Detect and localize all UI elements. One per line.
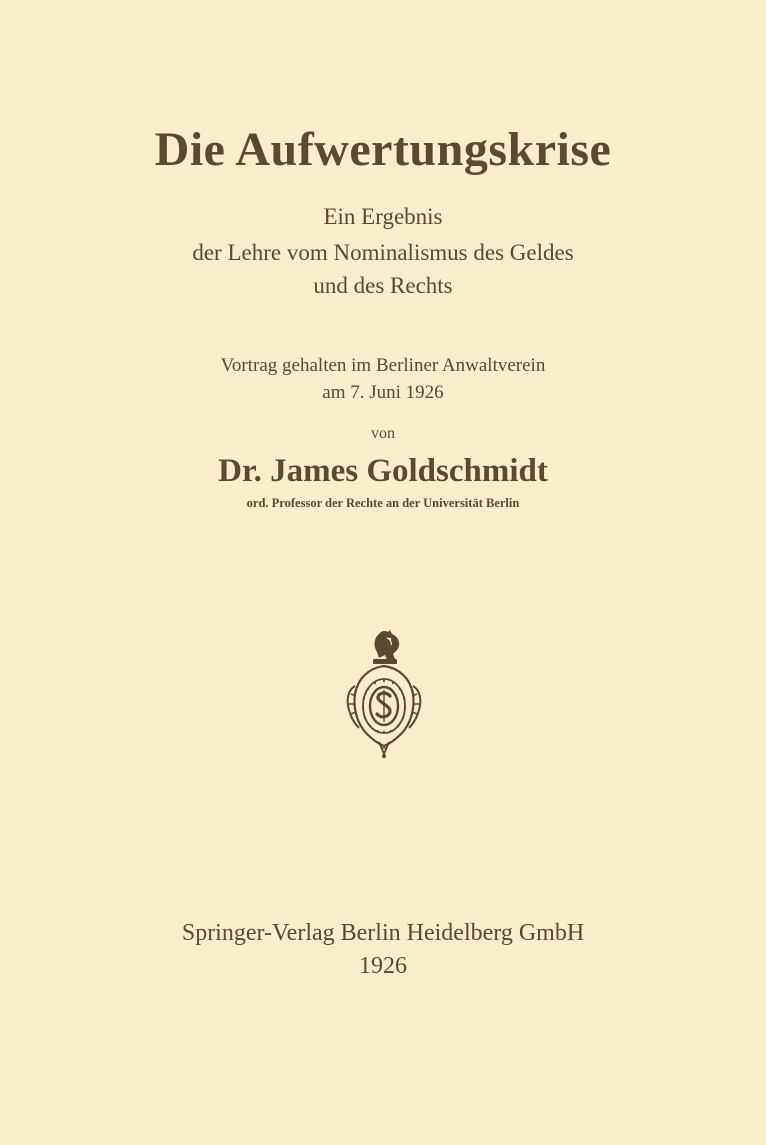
subtitle-line-1: Ein Ergebnis <box>323 204 443 229</box>
publication-year: 1926 <box>359 953 407 979</box>
lecture-line-1: Vortrag gehalten im Berliner Anwaltverein <box>220 355 546 376</box>
subtitle-line-2: der Lehre vom Nominalismus des Geldes <box>192 240 574 265</box>
author-affiliation: ord. Professor der Rechte an der Universität Berlin <box>246 496 520 510</box>
by-word: von <box>371 425 395 442</box>
author-name: Dr. James Goldschmidt <box>218 453 548 489</box>
springer-knight-emblem-icon <box>343 628 425 760</box>
book-title: Die Aufwertungskrise <box>154 123 612 176</box>
lecture-line-2: am 7. Juni 1926 <box>322 382 444 403</box>
publisher-name: Springer-Verlag Berlin Heidelberg GmbH <box>181 920 585 946</box>
subtitle-line-3: und des Rechts <box>313 273 453 298</box>
